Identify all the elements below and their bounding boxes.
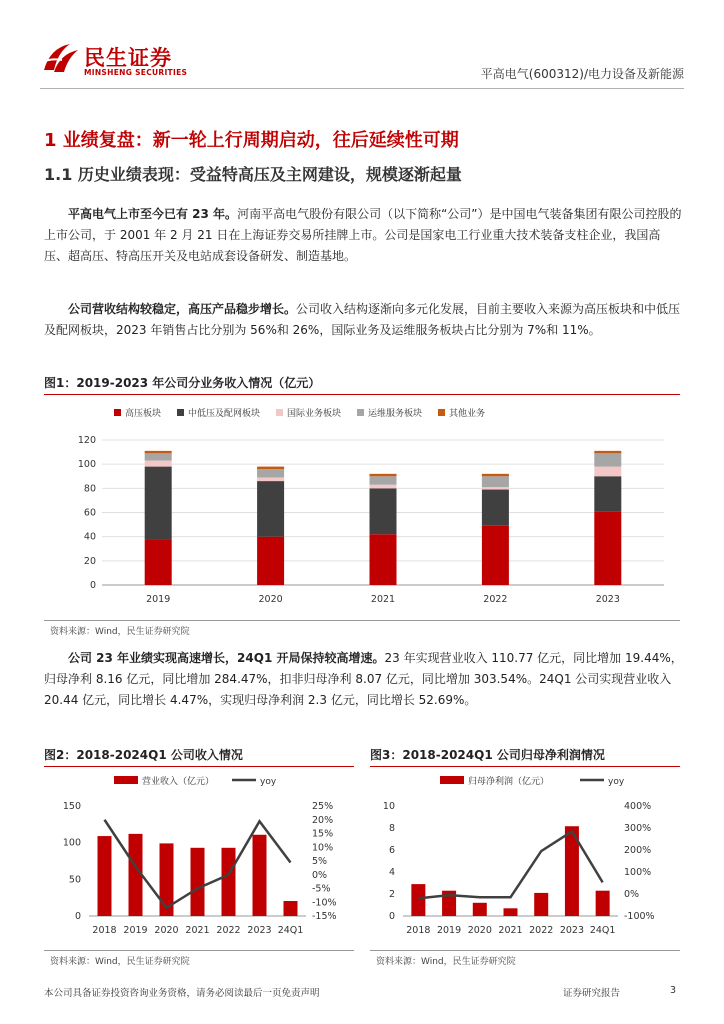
- x-tick-label-4: 2022: [216, 925, 241, 936]
- bar-2020-series-1: [257, 481, 284, 537]
- legend-label-0: 高压板块: [125, 409, 162, 419]
- y-tick-label-4: 80: [83, 483, 96, 495]
- paragraph-2-body: 公司收入结构逐渐向多元化发展，目前主要收入来源为高压板块和中低压及配网板块，2023 年销售占比分别为 56%和 26%，国际业务及运维服务板块占比分别为 7%和 11%。: [44, 302, 681, 337]
- paragraph-3-body: 23 年实现营业收入 110.77 亿元，同比增加 19.44%，归母净利 8.16 亿元，同比增加 284.47%，扣非归母净利 8.07 亿元，同比增加 303.54%。24Q1 公司实现营业收入 20.44 亿元，同比增长 4.47%，实现归母净利润 2.3 亿元，同比增长 52.69%。: [44, 651, 683, 707]
- figure-2-bottom-rule: [44, 950, 354, 951]
- y-tick-label-3: 6: [388, 845, 395, 856]
- x-tick-label-2: 2021: [370, 594, 396, 605]
- bar-2022-series-0: [482, 526, 509, 585]
- figure-2-title: 图2：2018-2024Q1 公司收入情况: [44, 748, 243, 762]
- footer-report-type: 证券研究报告: [563, 988, 621, 999]
- bar-2020-series-3: [257, 469, 284, 477]
- y2-tick-label-3: 200%: [624, 845, 652, 856]
- y-tick-label-2: 40: [83, 531, 96, 543]
- y-tick-label-0: 0: [89, 580, 96, 591]
- legend-label-line: yoy: [608, 777, 625, 787]
- figure-1-source: 资料来源：Wind，民生证券研究院: [50, 627, 190, 637]
- x-tick-label-0: 2018: [406, 925, 431, 936]
- legend-swatch-bar: [440, 776, 464, 784]
- x-tick-label-3: 2021: [498, 925, 523, 936]
- y-tick-label-0: 0: [74, 911, 81, 922]
- section-heading-1-1: 1.1 历史业绩表现：受益特高压及主网建设，规模逐渐起量: [44, 165, 462, 184]
- y2-tick-label-1: 0%: [624, 889, 640, 900]
- figure-1-top-rule: [44, 394, 680, 395]
- bar-2023-series-4: [594, 451, 621, 453]
- bar-2020-series-4: [257, 467, 284, 469]
- logo-en-text: MINSHENG SECURITIES: [84, 68, 188, 77]
- figure-3-source: 资料来源：Wind，民生证券研究院: [376, 957, 516, 967]
- paragraph-2-lead: 公司营收结构较稳定，高压产品稳步增长。: [68, 302, 297, 316]
- bar-2023-series-1: [594, 476, 621, 511]
- bar-24Q1: [596, 891, 610, 916]
- figure-2-top-rule: [44, 766, 354, 767]
- bar-2019-series-1: [145, 467, 172, 540]
- y-tick-label-2: 100: [62, 837, 81, 849]
- y-tick-label-3: 150: [62, 801, 81, 812]
- bar-2018: [98, 836, 112, 916]
- y-tick-label-5: 100: [77, 459, 96, 471]
- y2-tick-label-7: 20%: [312, 814, 334, 826]
- bar-2019-series-4: [145, 451, 172, 453]
- paragraph-2: [44, 299, 684, 341]
- y-tick-label-4: 8: [388, 823, 395, 834]
- logo-cn-text: 民生证券: [84, 46, 172, 70]
- paragraph-3: [44, 648, 684, 711]
- legend-swatch-2: [276, 409, 283, 416]
- x-tick-label-2: 2020: [467, 925, 492, 936]
- legend-label-bar: 归母净利润（亿元）: [468, 777, 550, 787]
- y-tick-label-1: 2: [388, 889, 395, 900]
- figure-3-bottom-rule: [370, 950, 680, 951]
- bar-2021-series-2: [370, 485, 397, 489]
- bar-2020: [473, 903, 487, 916]
- bar-2021-series-1: [370, 488, 397, 534]
- y-tick-label-3: 60: [83, 507, 96, 519]
- y-tick-label-1: 20: [83, 555, 96, 567]
- bar-2020-series-0: [257, 537, 284, 585]
- bar-2023: [253, 835, 267, 916]
- bar-2022-series-2: [482, 487, 509, 489]
- y2-tick-label-2: 100%: [624, 867, 652, 878]
- figure-2-source: 资料来源：Wind，民生证券研究院: [50, 957, 190, 967]
- paragraph-1: [44, 204, 684, 267]
- y2-tick-label-0: -100%: [624, 911, 655, 922]
- figure-1-chart: [44, 398, 680, 618]
- footer-disclaimer: 本公司具备证券投资咨询业务资格，请务必阅读最后一页免责声明: [44, 988, 320, 999]
- legend-label-4: 其他业务: [449, 409, 486, 419]
- figure-1-title: 图1：2019-2023 年公司分业务收入情况（亿元）: [44, 376, 321, 390]
- bar-2021-series-0: [370, 534, 397, 585]
- stock-label: 平高电气(600312)/电力设备及新能源: [480, 67, 684, 81]
- y2-tick-label-2: -5%: [312, 883, 331, 895]
- minsheng-logo-icon: [40, 40, 80, 76]
- x-tick-label-4: 2023: [595, 594, 620, 605]
- bar-2023-series-3: [594, 453, 621, 466]
- bar-2021: [504, 908, 518, 916]
- y2-tick-label-6: 15%: [312, 828, 334, 840]
- legend-label-bar: 营业收入（亿元）: [142, 777, 215, 787]
- x-tick-label-3: 2022: [483, 594, 508, 605]
- x-tick-label-0: 2018: [92, 925, 117, 936]
- y2-tick-label-4: 5%: [312, 856, 328, 867]
- legend-label-line: yoy: [260, 777, 277, 787]
- section-heading-1: 1 业绩复盘：新一轮上行周期启动，往后延续性可期: [44, 130, 459, 151]
- bar-2023-series-0: [594, 511, 621, 585]
- bar-2018: [411, 884, 425, 916]
- bar-2022-series-1: [482, 490, 509, 526]
- bar-2019-series-0: [145, 539, 172, 585]
- legend-swatch-4: [438, 409, 445, 416]
- legend-label-2: 国际业务板块: [287, 409, 342, 419]
- bar-2022-series-3: [482, 476, 509, 487]
- bar-2023-series-2: [594, 467, 621, 477]
- x-tick-label-6: 24Q1: [589, 925, 616, 936]
- legend-swatch-1: [177, 409, 184, 416]
- x-tick-label-1: 2020: [258, 594, 283, 605]
- y2-tick-label-8: 25%: [312, 801, 334, 812]
- figure-1-bottom-rule: [44, 620, 680, 621]
- figure-3-top-rule: [370, 766, 680, 767]
- legend-swatch-0: [114, 409, 121, 416]
- x-tick-label-3: 2021: [185, 925, 210, 936]
- y-tick-label-0: 0: [388, 911, 395, 922]
- y2-tick-label-1: -10%: [312, 897, 337, 909]
- paragraph-3-lead: 公司 23 年业绩实现高速增长，24Q1 开局保持较高增速。: [68, 651, 385, 665]
- x-tick-label-0: 2019: [146, 594, 171, 605]
- bar-2019-series-2: [145, 461, 172, 467]
- figure-3-chart: [370, 768, 680, 948]
- bar-2019-series-3: [145, 453, 172, 460]
- x-tick-label-5: 2023: [559, 925, 585, 936]
- bar-2022: [222, 848, 236, 916]
- bar-2021: [191, 848, 205, 916]
- bar-2021-series-3: [370, 476, 397, 484]
- figure-3-title: 图3：2018-2024Q1 公司归母净利润情况: [370, 748, 605, 762]
- bar-2020-series-2: [257, 477, 284, 481]
- y-tick-label-6: 120: [77, 435, 96, 446]
- y2-tick-label-5: 400%: [624, 801, 652, 812]
- x-tick-label-1: 2019: [123, 925, 148, 936]
- legend-swatch-bar: [114, 776, 138, 784]
- x-tick-label-5: 2023: [247, 925, 272, 936]
- bar-2022: [534, 893, 548, 916]
- y-tick-label-1: 50: [68, 874, 81, 886]
- paragraph-1-lead: 平高电气上市至今已有 23 年。: [68, 207, 238, 221]
- x-tick-label-2: 2020: [154, 925, 179, 936]
- footer-page-number: 3: [670, 985, 677, 996]
- x-tick-label-1: 2019: [436, 925, 462, 936]
- bar-24Q1: [284, 901, 298, 916]
- legend-label-1: 中低压及配网板块: [188, 409, 261, 419]
- y2-tick-label-0: -15%: [312, 911, 337, 922]
- header-divider: [40, 88, 684, 89]
- legend-swatch-3: [357, 409, 364, 416]
- paragraph-1-body: 河南平高电气股份有限公司（以下简称“公司”）是中国电气装备集团有限公司控股的上市公司，于 2001 年 2 月 21 日在上海证券交易所挂牌上市。公司是国家电工行业重大技术装备支柱企业，我国高压、超高压、特高压开关及电站成套设备研发、制造基地。: [44, 207, 682, 263]
- x-tick-label-4: 2022: [529, 925, 554, 936]
- figure-2-chart: [44, 768, 354, 948]
- y-tick-label-5: 10: [382, 801, 395, 812]
- x-tick-label-6: 24Q1: [277, 925, 304, 936]
- y2-tick-label-4: 300%: [624, 823, 652, 834]
- legend-label-3: 运维服务板块: [368, 409, 423, 419]
- y2-tick-label-5: 10%: [312, 842, 334, 854]
- bar-2022-series-4: [482, 474, 509, 476]
- y-tick-label-2: 4: [388, 867, 395, 878]
- bar-2021-series-4: [370, 474, 397, 476]
- y2-tick-label-3: 0%: [312, 869, 328, 881]
